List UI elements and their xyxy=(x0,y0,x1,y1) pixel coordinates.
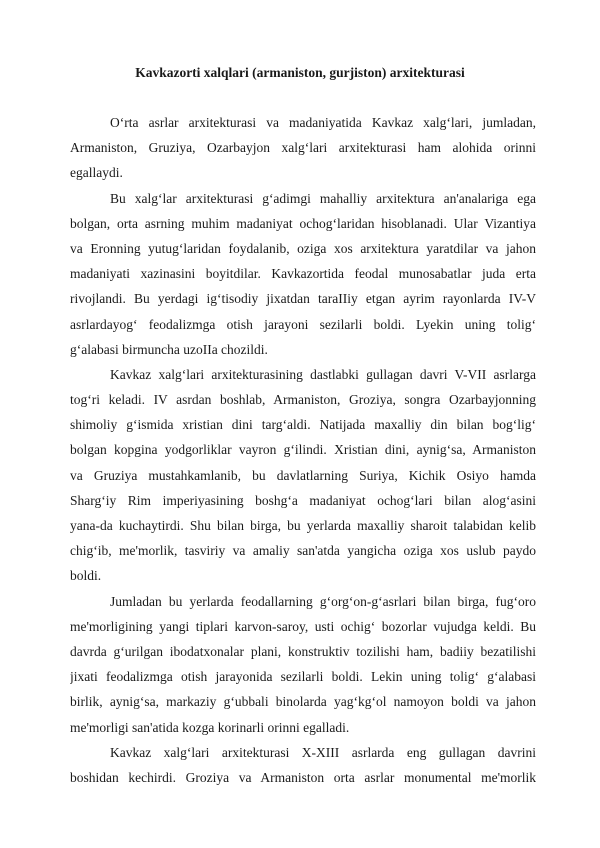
text-line: boldi. xyxy=(70,568,102,584)
text-line: chig‘ib, me'morlik, tasviriy va amaliy san'atda yangicha oziga xos uslub paydo xyxy=(70,543,536,559)
text-line: Armaniston, Gruziya, Ozarbayjon xalg‘lari arxitekturasi ham alohida orinni xyxy=(70,140,536,156)
text-line: me'morligi san'atida kozga korinarli orinni egalladi. xyxy=(70,719,350,735)
text-line: shimoliy g‘ismida xristian dini targ‘aldi. Natijada maxalliy din bilan bog‘lig‘ xyxy=(70,417,536,433)
text-line: jixati feodalizmga otish jarayonida sezilarli boldi. Lekin uning tolig‘ g‘alabasi xyxy=(70,669,536,685)
paragraph-2 xyxy=(70,186,536,362)
document-body xyxy=(70,110,536,790)
text-line: bolgan, orta asrning muhim madaniyat ochog‘laridan hisoblanadi. Ular Vizantiya xyxy=(70,215,536,231)
text-line: Jumladan bu yerlarda feodallarning g‘org‘on-g‘asrlari bilan birga, fug‘oro xyxy=(110,593,536,609)
text-line: Bu xalg‘lar arxitekturasi g‘adimgi mahalliy arxitektura an'analariga ega xyxy=(110,190,536,206)
text-line: O‘rta asrlar arxitekturasi va madaniyatida Kavkaz xalg‘lari, jumladan, xyxy=(110,115,536,130)
paragraph-4 xyxy=(70,589,536,740)
text-line: boshidan kechirdi. Groziya va Armaniston orta asrlar monumental me'morlik xyxy=(70,769,536,785)
paragraph-1 xyxy=(70,110,536,186)
text-line: egallaydi. xyxy=(70,165,123,181)
text-line: asrlardayog‘ feodalizmga otish jarayoni sezilarli boldi. Lyekin uning tolig‘ xyxy=(70,316,536,332)
text-line: va Eronning yutug‘laridan foydalanib, oziga xos arxitektura yaratdilar va jahon xyxy=(70,240,536,256)
text-line: yana-da kuchaytirdi. Shu bilan birga, bu yerlarda maxalliy sharoit talabidan kelib xyxy=(70,518,536,533)
text-line: bolgan kopgina yodgorliklar vayron g‘ilindi. Xristian dini, aynig‘sa, Armaniston xyxy=(70,442,536,458)
paragraph-3 xyxy=(70,362,536,589)
text-line: davrda g‘urilgan ibodatxonalar plani, konstruktiv tozilishi ham, badiiy bezatilishi xyxy=(70,643,536,659)
paragraph-5 xyxy=(70,740,536,790)
text-line: me'morligining yangi tiplari karvon-saroy, usti ochig‘ bozorlar vujudga keldi. Bu xyxy=(70,618,536,634)
text-line: Sharg‘iy Rim imperiyasining boshg‘a madaniyat ochog‘lari bilan alog‘asini xyxy=(70,492,536,508)
text-line: va Gruziya mustahkamlanib, bu davlatlarning Suriya, Kichik Osiyo hamda xyxy=(70,467,536,483)
text-line: rivojlandi. Bu yerdagi ig‘tisodiy jixatdan taraIIiy etgan ayrim rayonlarda IV-V xyxy=(70,291,536,307)
text-line: madaniyati xazinasini boyitdilar. Kavkazortida feodal munosabatlar juda erta xyxy=(70,266,536,282)
text-line: Kavkaz xalg‘lari arxitekturasi X-XIII asrlarda eng gullagan davrini xyxy=(110,744,536,760)
text-line: tog‘ri keladi. IV asrdan boshlab, Armaniston, Groziya, songra Ozarbayjonning xyxy=(70,392,536,408)
document-title: Kavkazorti xalqlari (armaniston, gurjiston) arxitekturasi xyxy=(135,65,465,80)
text-line: g‘alabasi birmuncha uzoIIa chozildi. xyxy=(70,341,268,357)
text-line: birlik, aynig‘sa, markaziy g‘ubbali binolarda yag‘kg‘ol namoyon boldi va jahon xyxy=(70,694,536,710)
text-line: Kavkaz xalg‘lari arxitekturasining dastlabki gullagan davri V-VII asrlarga xyxy=(110,366,536,382)
